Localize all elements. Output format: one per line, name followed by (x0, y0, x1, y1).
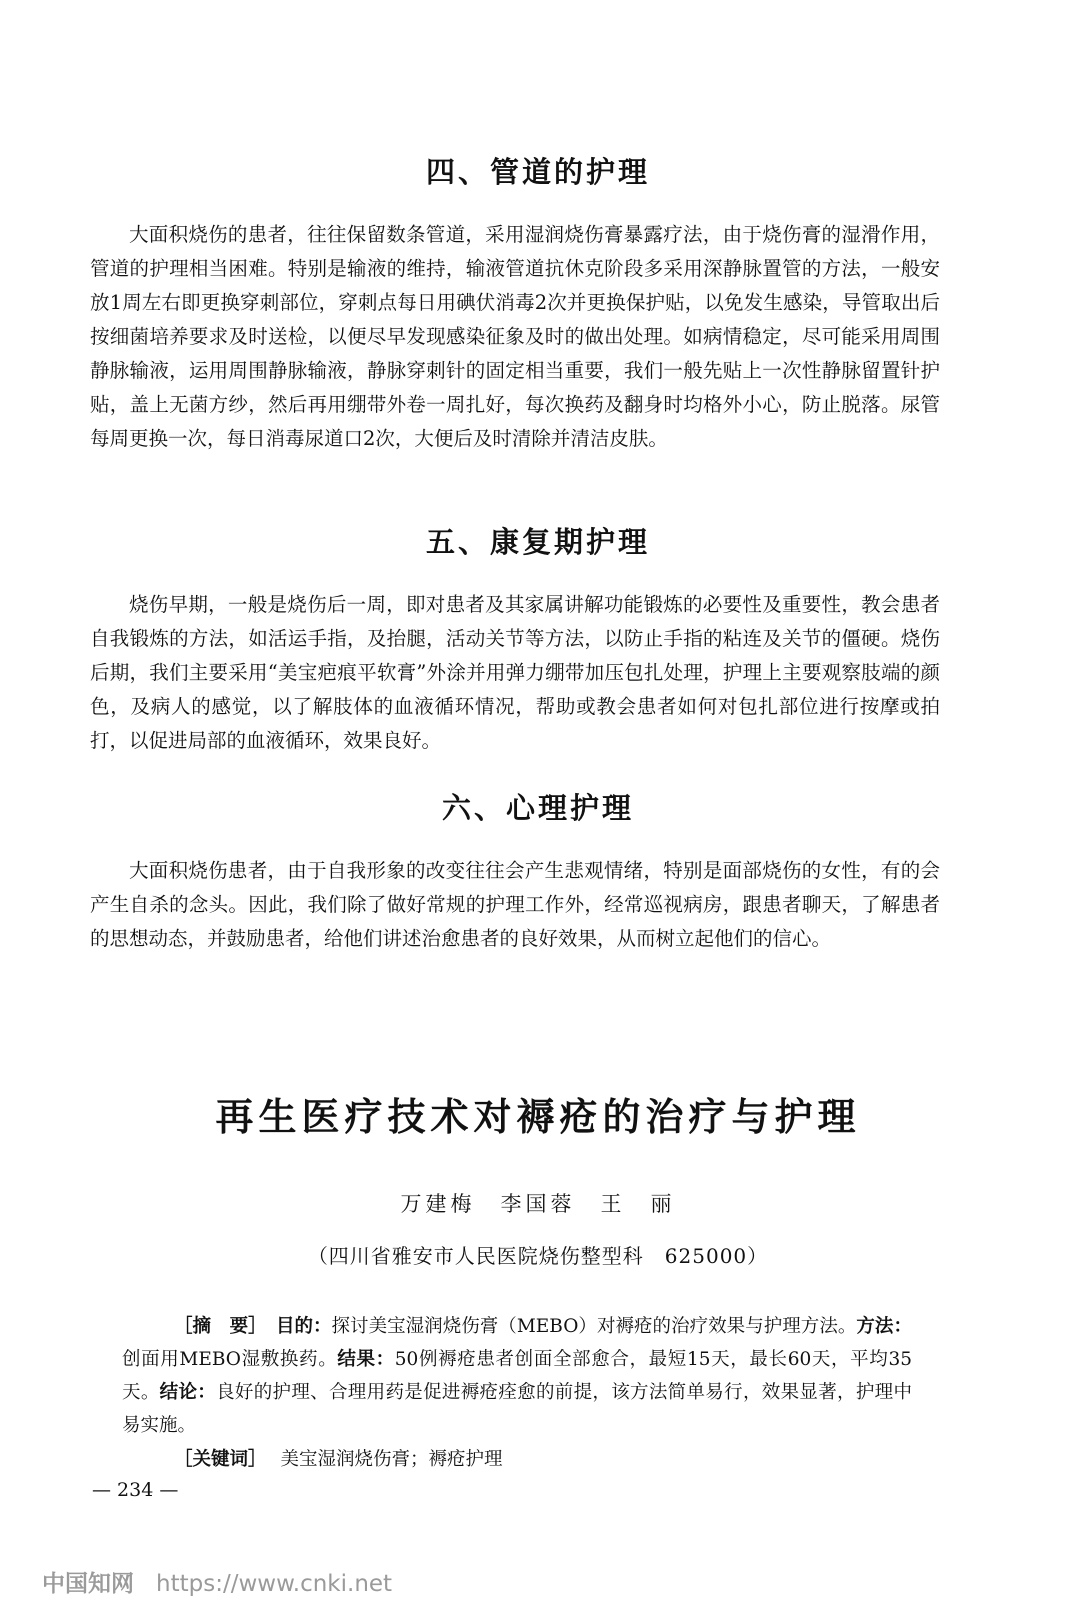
result-text: 50例褥疮患者创面全部愈合，最短15天，最长60天，平均35天。 (122, 1349, 912, 1403)
abstract-label: ［摘 要］ (174, 1316, 258, 1337)
keywords-text: 美宝湿润烧伤膏；褥疮护理 (280, 1449, 503, 1470)
method-text: 创面用MEBO湿敷换药。 (122, 1349, 338, 1370)
article-abstract (122, 1310, 912, 1442)
section-heading-rehabilitation: 五、康复期护理 (425, 525, 650, 559)
article-title: 再生医疗技术对褥疮的治疗与护理 (215, 1095, 861, 1139)
purpose-label: 目的： (275, 1316, 332, 1337)
section-paragraph-psychological: 大面积烧伤患者，由于自我形象的改变往往会产生悲观情绪，特别是面部烧伤的女性，有的会产生自杀的念头。因此，我们除了做好常规的护理工作外，经常巡视病房，跟患者聊天，了解患者的思想动态，并鼓励患者，给他们讲述治愈患者的良好效果，从而树立起他们的信心。 (90, 859, 940, 950)
page-number: — 234 — (92, 1479, 179, 1501)
article-affiliation: （四川省雅安市人民医院烧伤整型科 625000） (307, 1244, 769, 1268)
section-heading-psychological: 六、心理护理 (441, 791, 634, 825)
footer-url[interactable]: https://www.cnki.net (156, 1571, 393, 1597)
footer-brand: 中国知网 (42, 1571, 134, 1597)
article-keywords (174, 1443, 503, 1476)
keywords-label: ［关键词］ (174, 1449, 267, 1470)
footer-watermark (42, 1565, 392, 1598)
section-paragraph-pipe-care: 大面积烧伤的患者，往往保留数条管道，采用湿润烧伤膏暴露疗法，由于烧伤膏的湿滑作用，管道的护理相当困难。特别是输液的维持，输液管道抗休克阶段多采用深静脉置管的方法，一般安放1周左右即更换穿刺部位，穿刺点每日用碘伏消毒2次并更换保护贴，以免发生感染，导管取出后按细菌培养要求及时送检，以便尽早发现感染征象及时的做出处理。如病情稳定，尽可能采用周围静脉输液，运用周围静脉输液，静脉穿刺针的固定相当重要，我们一般先贴上一次性静脉留置针护贴，盖上无菌方纱，然后再用绷带外卷一周扎好，每次换药及翻身时均格外小心，防止脱落。尿管每周更换一次，每日消毒尿道口2次，大便后及时清除并清洁皮肤。 (90, 223, 940, 450)
article-authors: 万建梅 李国蓉 王 丽 (400, 1192, 676, 1216)
conclusion-text: 良好的护理、合理用药是促进褥疮痊愈的前提，该方法简单易行，效果显著，护理中易实施。 (122, 1382, 912, 1436)
conclusion-label: 结论： (159, 1382, 217, 1403)
method-label: 方法： (856, 1316, 912, 1337)
section-paragraph-rehabilitation: 烧伤早期，一般是烧伤后一周，即对患者及其家属讲解功能锻炼的必要性及重要性，教会患者自我锻炼的方法，如活运手指，及抬腿，活动关节等方法，以防止手指的粘连及关节的僵硬。烧伤后期，我们主要采用“美宝疤痕平软膏”外涂并用弹力绷带加压包扎处理，护理上主要观察肢端的颜色，及病人的感觉，以了解肢体的血液循环情况，帮助或教会患者如何对包扎部位进行按摩或拍打，以促进局部的血液循环，效果良好。 (90, 593, 940, 752)
section-heading-pipe-care: 四、管道的护理 (425, 155, 650, 189)
result-label: 结果： (337, 1349, 395, 1370)
purpose-text: 探讨美宝湿润烧伤膏（MEBO）对褥疮的治疗效果与护理方法。 (331, 1316, 857, 1337)
